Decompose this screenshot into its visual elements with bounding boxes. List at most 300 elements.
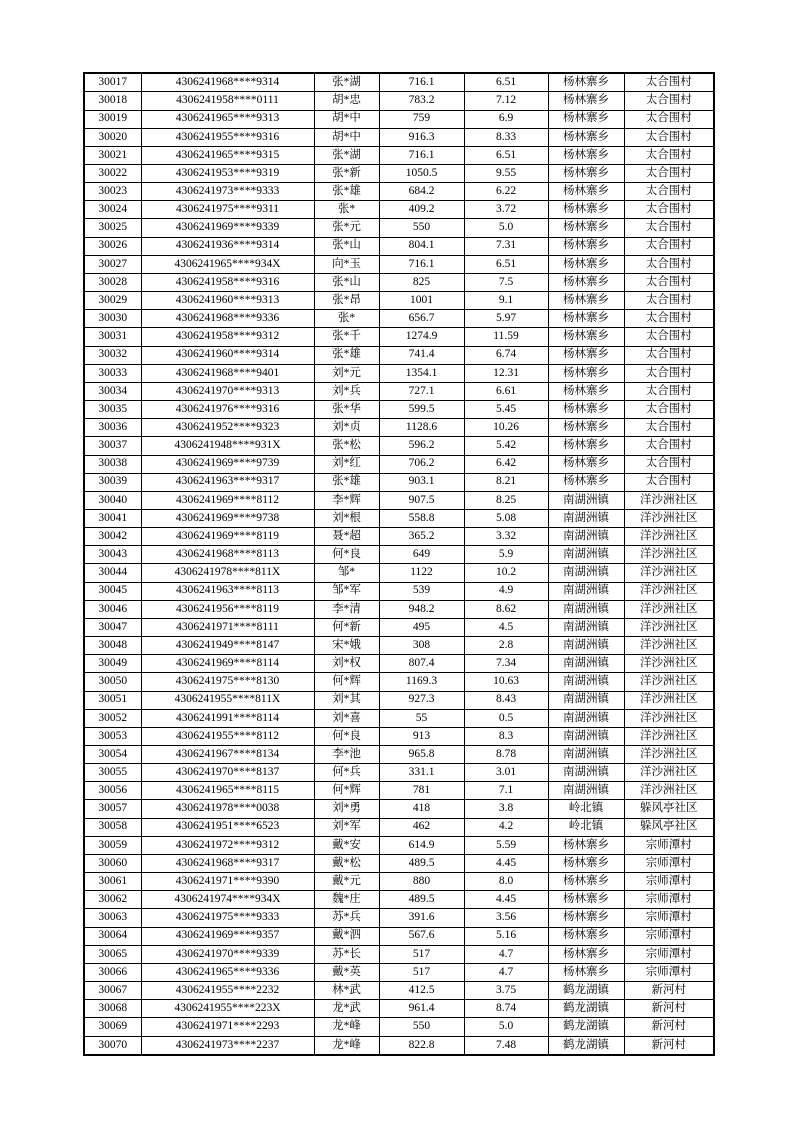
table-cell: 4306241955****9316 (141, 128, 314, 146)
table-cell: 张*雄 (314, 183, 379, 201)
table-cell: 太合围村 (624, 419, 714, 437)
table-cell: 9.55 (464, 165, 548, 183)
table-body (84, 73, 714, 1055)
table-cell: 3.8 (464, 800, 548, 818)
table-cell: 30017 (84, 73, 141, 92)
table-cell: 宗师潭村 (624, 854, 714, 872)
table-cell: 太合围村 (624, 310, 714, 328)
table-cell: 4306241970****9313 (141, 382, 314, 400)
table-cell: 30069 (84, 1018, 141, 1036)
table-cell: 4306241956****8119 (141, 600, 314, 618)
table-cell: 宗师潭村 (624, 945, 714, 963)
table-cell: 6.51 (464, 146, 548, 164)
table-cell: 张*华 (314, 401, 379, 419)
table-cell: 4306241948****931X (141, 437, 314, 455)
table-cell: 5.42 (464, 437, 548, 455)
table-cell: 4306241976****9316 (141, 401, 314, 419)
table-cell: 太合围村 (624, 292, 714, 310)
table-cell: 550 (379, 1018, 464, 1036)
table-cell: 太合围村 (624, 219, 714, 237)
table-cell: 517 (379, 945, 464, 963)
table-row (84, 673, 714, 691)
table-cell: 649 (379, 546, 464, 564)
table-cell: 8.25 (464, 491, 548, 509)
table-cell: 8.3 (464, 727, 548, 745)
table-row (84, 800, 714, 818)
table-row (84, 764, 714, 782)
table-cell: 30021 (84, 146, 141, 164)
table-cell: 南湖洲镇 (548, 600, 624, 618)
table-cell: 30067 (84, 982, 141, 1000)
table-cell: 30065 (84, 945, 141, 963)
table-cell: 1354.1 (379, 364, 464, 382)
table-cell: 张*雄 (314, 473, 379, 491)
table-cell: 张*湖 (314, 146, 379, 164)
table-cell: 何*新 (314, 618, 379, 636)
table-cell: 太合围村 (624, 146, 714, 164)
table-cell: 880 (379, 873, 464, 891)
table-cell: 30047 (84, 618, 141, 636)
table-cell: 30023 (84, 183, 141, 201)
table-cell: 太合围村 (624, 401, 714, 419)
table-cell: 5.97 (464, 310, 548, 328)
table-cell: 杨林寨乡 (548, 183, 624, 201)
table-row (84, 637, 714, 655)
table-cell: 何*良 (314, 727, 379, 745)
table-row (84, 419, 714, 437)
table-cell: 刘*军 (314, 818, 379, 836)
table-cell: 495 (379, 618, 464, 636)
table-row (84, 1036, 714, 1055)
table-cell: 4306241968****9336 (141, 310, 314, 328)
table-cell: 965.8 (379, 746, 464, 764)
table-row (84, 528, 714, 546)
table-row (84, 727, 714, 745)
table-cell: 4306241969****8112 (141, 491, 314, 509)
table-cell: 4306241936****9314 (141, 237, 314, 255)
table-cell: 8.33 (464, 128, 548, 146)
table-cell: 张*松 (314, 437, 379, 455)
table-cell: 杨林寨乡 (548, 165, 624, 183)
table-row (84, 818, 714, 836)
table-row (84, 1000, 714, 1018)
table-row (84, 1018, 714, 1036)
table-cell: 706.2 (379, 455, 464, 473)
table-cell: 杨林寨乡 (548, 455, 624, 473)
table-cell: 30053 (84, 727, 141, 745)
table-cell: 杨林寨乡 (548, 836, 624, 854)
table-cell: 太合围村 (624, 201, 714, 219)
table-cell: 30041 (84, 509, 141, 527)
table-cell: 4306241973****9333 (141, 183, 314, 201)
table-cell: 龙*武 (314, 1000, 379, 1018)
table-cell: 南湖洲镇 (548, 709, 624, 727)
table-cell: 岭北镇 (548, 800, 624, 818)
table-cell: 张*山 (314, 273, 379, 291)
table-cell: 洋沙洲社区 (624, 618, 714, 636)
table-cell: 4306241971****9390 (141, 873, 314, 891)
table-cell: 30070 (84, 1036, 141, 1055)
table-cell: 517 (379, 963, 464, 981)
table-row (84, 963, 714, 981)
table-cell: 杨林寨乡 (548, 963, 624, 981)
table-cell: 戴*安 (314, 836, 379, 854)
table-cell: 南湖洲镇 (548, 691, 624, 709)
table-cell: 躲风亭社区 (624, 818, 714, 836)
table-cell: 10.26 (464, 419, 548, 437)
table-cell: 龙*峰 (314, 1036, 379, 1055)
table-cell: 太合围村 (624, 273, 714, 291)
table-cell: 30027 (84, 255, 141, 273)
table-cell: 躲风亭社区 (624, 800, 714, 818)
table-cell: 716.1 (379, 146, 464, 164)
table-cell: 916.3 (379, 128, 464, 146)
table-cell: 331.1 (379, 764, 464, 782)
table-cell: 何*辉 (314, 782, 379, 800)
table-cell: 5.45 (464, 401, 548, 419)
table-cell: 30068 (84, 1000, 141, 1018)
table-cell: 杨林寨乡 (548, 346, 624, 364)
table-cell: 杨林寨乡 (548, 146, 624, 164)
table-row (84, 292, 714, 310)
table-cell: 洋沙洲社区 (624, 564, 714, 582)
table-cell: 向*玉 (314, 255, 379, 273)
table-cell: 洋沙洲社区 (624, 600, 714, 618)
table-cell: 4306241952****9323 (141, 419, 314, 437)
table-cell: 张*元 (314, 219, 379, 237)
table-row (84, 401, 714, 419)
table-cell: 30061 (84, 873, 141, 891)
table-cell: 4306241958****9316 (141, 273, 314, 291)
table-cell: 8.0 (464, 873, 548, 891)
table-cell: 刘*其 (314, 691, 379, 709)
table-cell: 4306241975****9333 (141, 909, 314, 927)
table-cell: 8.62 (464, 600, 548, 618)
table-cell: 戴*元 (314, 873, 379, 891)
table-cell: 804.1 (379, 237, 464, 255)
table-cell: 4306241973****2237 (141, 1036, 314, 1055)
table-cell: 4.5 (464, 618, 548, 636)
table-cell: 30066 (84, 963, 141, 981)
table-cell: 30020 (84, 128, 141, 146)
table-cell: 30019 (84, 110, 141, 128)
table-cell: 洋沙洲社区 (624, 673, 714, 691)
table-cell: 4306241974****934X (141, 891, 314, 909)
table-row (84, 546, 714, 564)
table-cell: 418 (379, 800, 464, 818)
table-cell: 南湖洲镇 (548, 655, 624, 673)
table-cell: 鹤龙湖镇 (548, 1000, 624, 1018)
table-cell: 4306241955****223X (141, 1000, 314, 1018)
table-cell: 825 (379, 273, 464, 291)
table-cell: 张*新 (314, 165, 379, 183)
table-cell: 岭北镇 (548, 818, 624, 836)
table-cell: 杨林寨乡 (548, 382, 624, 400)
table-cell: 杨林寨乡 (548, 73, 624, 92)
table-cell: 杨林寨乡 (548, 328, 624, 346)
table-cell: 洋沙洲社区 (624, 637, 714, 655)
table-cell: 4306241975****9311 (141, 201, 314, 219)
table-cell: 鹤龙湖镇 (548, 1036, 624, 1055)
table-cell: 太合围村 (624, 110, 714, 128)
table-cell: 杨林寨乡 (548, 437, 624, 455)
table-cell: 4306241971****2293 (141, 1018, 314, 1036)
table-cell: 4306241949****8147 (141, 637, 314, 655)
table-cell: 洋沙洲社区 (624, 782, 714, 800)
table-cell: 4.2 (464, 818, 548, 836)
table-cell: 30054 (84, 746, 141, 764)
table-cell: 30034 (84, 382, 141, 400)
table-cell: 杨林寨乡 (548, 873, 624, 891)
table-row (84, 346, 714, 364)
table-cell: 30062 (84, 891, 141, 909)
table-row (84, 909, 714, 927)
table-cell: 4306241969****9339 (141, 219, 314, 237)
table-row (84, 219, 714, 237)
table-cell: 30049 (84, 655, 141, 673)
table-cell: 12.31 (464, 364, 548, 382)
table-cell: 5.0 (464, 219, 548, 237)
table-cell: 30031 (84, 328, 141, 346)
table-cell: 30050 (84, 673, 141, 691)
table-cell: 30039 (84, 473, 141, 491)
table-cell: 胡*中 (314, 128, 379, 146)
table-cell: 6.51 (464, 255, 548, 273)
table-cell: 4306241955****811X (141, 691, 314, 709)
table-cell: 3.56 (464, 909, 548, 927)
table-cell: 太合围村 (624, 255, 714, 273)
table-row (84, 618, 714, 636)
table-cell: 539 (379, 582, 464, 600)
table-cell: 6.42 (464, 455, 548, 473)
table-cell: 6.51 (464, 73, 548, 92)
table-cell: 1050.5 (379, 165, 464, 183)
table-cell: 599.5 (379, 401, 464, 419)
table-cell: 洋沙洲社区 (624, 691, 714, 709)
table-cell: 4306241963****9317 (141, 473, 314, 491)
table-cell: 聂*超 (314, 528, 379, 546)
table-cell: 杨林寨乡 (548, 92, 624, 110)
table-cell: 7.5 (464, 273, 548, 291)
table-cell: 戴*松 (314, 854, 379, 872)
table-cell: 308 (379, 637, 464, 655)
table-cell: 30030 (84, 310, 141, 328)
table-cell: 30035 (84, 401, 141, 419)
table-cell: 4306241991****8114 (141, 709, 314, 727)
table-cell: 412.5 (379, 982, 464, 1000)
data-table (83, 72, 715, 1056)
table-cell: 8.21 (464, 473, 548, 491)
table-cell: 洋沙洲社区 (624, 546, 714, 564)
table-cell: 4306241978****811X (141, 564, 314, 582)
table-cell: 6.74 (464, 346, 548, 364)
table-cell: 4.9 (464, 582, 548, 600)
table-cell: 4306241958****9312 (141, 328, 314, 346)
table-cell: 宗师潭村 (624, 909, 714, 927)
table-row (84, 237, 714, 255)
table-row (84, 582, 714, 600)
table-cell: 3.01 (464, 764, 548, 782)
table-cell: 783.2 (379, 92, 464, 110)
table-cell: 684.2 (379, 183, 464, 201)
table-cell: 741.4 (379, 346, 464, 364)
table-cell: 550 (379, 219, 464, 237)
table-cell: 948.2 (379, 600, 464, 618)
table-cell: 杨林寨乡 (548, 364, 624, 382)
table-cell: 洋沙洲社区 (624, 528, 714, 546)
table-cell: 4306241963****8113 (141, 582, 314, 600)
table-cell: 55 (379, 709, 464, 727)
table-cell: 5.0 (464, 1018, 548, 1036)
table-row (84, 92, 714, 110)
table-cell: 张*千 (314, 328, 379, 346)
table-cell: 南湖洲镇 (548, 509, 624, 527)
table-cell: 新河村 (624, 1000, 714, 1018)
table-cell: 4306241967****8134 (141, 746, 314, 764)
table-row (84, 146, 714, 164)
table-cell: 30025 (84, 219, 141, 237)
table-cell: 刘*勇 (314, 800, 379, 818)
table-cell: 4306241968****9401 (141, 364, 314, 382)
table-cell: 新河村 (624, 1018, 714, 1036)
table-row (84, 746, 714, 764)
table-cell: 张*雄 (314, 346, 379, 364)
table-cell: 南湖洲镇 (548, 491, 624, 509)
table-cell: 30038 (84, 455, 141, 473)
table-cell: 胡*中 (314, 110, 379, 128)
table-cell: 30046 (84, 600, 141, 618)
table-row (84, 691, 714, 709)
table-cell: 4306241969****8114 (141, 655, 314, 673)
table-cell: 7.34 (464, 655, 548, 673)
table-cell: 11.59 (464, 328, 548, 346)
table-cell: 4306241955****8112 (141, 727, 314, 745)
table-cell: 4306241951****6523 (141, 818, 314, 836)
table-cell: 洋沙洲社区 (624, 509, 714, 527)
table-cell: 903.1 (379, 473, 464, 491)
table-row (84, 310, 714, 328)
table-cell: 30045 (84, 582, 141, 600)
table-cell: 4306241965****9336 (141, 963, 314, 981)
table-cell: 6.61 (464, 382, 548, 400)
table-cell: 7.31 (464, 237, 548, 255)
table-cell: 1128.6 (379, 419, 464, 437)
table-cell: 胡*忠 (314, 92, 379, 110)
table-cell: 刘*贞 (314, 419, 379, 437)
table-cell: 409.2 (379, 201, 464, 219)
table-cell: 30036 (84, 419, 141, 437)
table-cell: 杨林寨乡 (548, 310, 624, 328)
table-cell: 8.43 (464, 691, 548, 709)
table-row (84, 945, 714, 963)
table-cell: 4306241968****9314 (141, 73, 314, 92)
table-row (84, 328, 714, 346)
table-cell: 张* (314, 201, 379, 219)
table-cell: 南湖洲镇 (548, 637, 624, 655)
table-cell: 李*池 (314, 746, 379, 764)
table-row (84, 709, 714, 727)
table-row (84, 437, 714, 455)
table-cell: 1001 (379, 292, 464, 310)
table-cell: 30059 (84, 836, 141, 854)
table-cell: 南湖洲镇 (548, 528, 624, 546)
table-cell: 4306241972****9312 (141, 836, 314, 854)
table-cell: 558.8 (379, 509, 464, 527)
table-cell: 781 (379, 782, 464, 800)
table-cell: 洋沙洲社区 (624, 709, 714, 727)
table-cell: 何*兵 (314, 764, 379, 782)
table-row (84, 564, 714, 582)
table-cell: 杨林寨乡 (548, 854, 624, 872)
table-cell: 宗师潭村 (624, 836, 714, 854)
table-row (84, 509, 714, 527)
table-cell: 7.12 (464, 92, 548, 110)
table-cell: 759 (379, 110, 464, 128)
table-cell: 30060 (84, 854, 141, 872)
table-cell: 刘*喜 (314, 709, 379, 727)
table-cell: 4306241960****9314 (141, 346, 314, 364)
table-row (84, 364, 714, 382)
table-cell: 4306241978****0038 (141, 800, 314, 818)
table-cell: 1274.9 (379, 328, 464, 346)
table-cell: 龙*峰 (314, 1018, 379, 1036)
table-row (84, 165, 714, 183)
table-cell: 5.9 (464, 546, 548, 564)
table-cell: 30029 (84, 292, 141, 310)
table-cell: 4306241968****9317 (141, 854, 314, 872)
table-cell: 4306241975****8130 (141, 673, 314, 691)
table-cell: 5.08 (464, 509, 548, 527)
table-cell: 913 (379, 727, 464, 745)
table-cell: 10.2 (464, 564, 548, 582)
table-cell: 3.75 (464, 982, 548, 1000)
table-cell: 4306241955****2232 (141, 982, 314, 1000)
table-cell: 7.1 (464, 782, 548, 800)
table-row (84, 600, 714, 618)
table-cell: 新河村 (624, 982, 714, 1000)
table-cell: 太合围村 (624, 92, 714, 110)
table-cell: 宗师潭村 (624, 891, 714, 909)
table-cell: 鹤龙湖镇 (548, 982, 624, 1000)
table-cell: 489.5 (379, 854, 464, 872)
table-cell: 7.48 (464, 1036, 548, 1055)
table-cell: 30044 (84, 564, 141, 582)
table-cell: 鹤龙湖镇 (548, 1018, 624, 1036)
table-cell: 4.45 (464, 891, 548, 909)
table-cell: 魏*庄 (314, 891, 379, 909)
table-cell: 杨林寨乡 (548, 927, 624, 945)
table-cell: 656.7 (379, 310, 464, 328)
table-cell: 30024 (84, 201, 141, 219)
table-cell: 0.5 (464, 709, 548, 727)
table-cell: 30055 (84, 764, 141, 782)
table-cell: 614.9 (379, 836, 464, 854)
table-cell: 4306241958****0111 (141, 92, 314, 110)
table-cell: 张*山 (314, 237, 379, 255)
table-cell: 30040 (84, 491, 141, 509)
table-cell: 太合围村 (624, 237, 714, 255)
table-cell: 8.74 (464, 1000, 548, 1018)
table-cell: 洋沙洲社区 (624, 727, 714, 745)
table-cell: 刘*红 (314, 455, 379, 473)
table-cell: 太合围村 (624, 382, 714, 400)
table-cell: 489.5 (379, 891, 464, 909)
table-cell: 3.72 (464, 201, 548, 219)
table-cell: 4.7 (464, 963, 548, 981)
table-row (84, 491, 714, 509)
table-cell: 30026 (84, 237, 141, 255)
table-cell: 30018 (84, 92, 141, 110)
